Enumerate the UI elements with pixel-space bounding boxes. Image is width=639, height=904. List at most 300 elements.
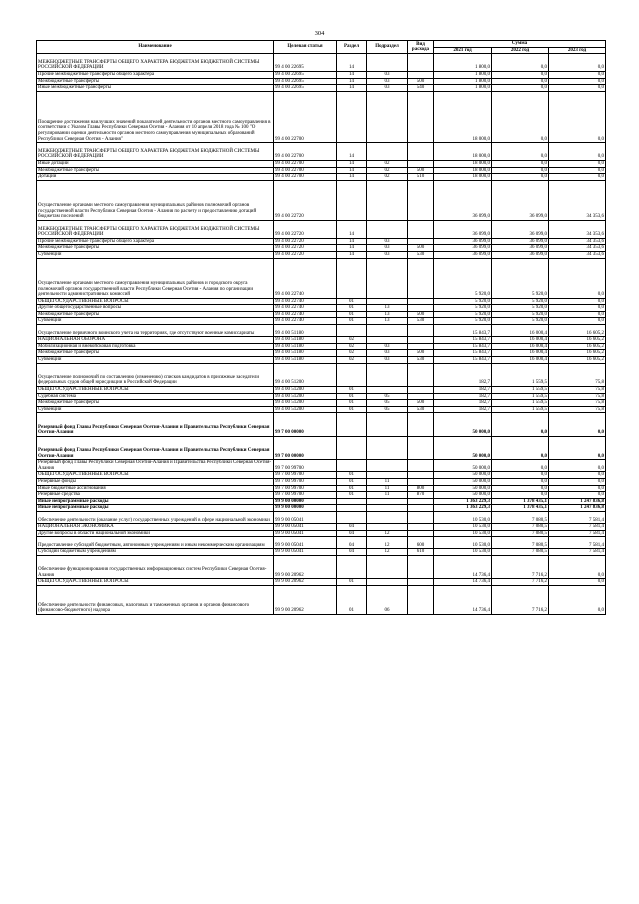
row-expense-type: 500 (408, 167, 434, 174)
header-section: Раздел (337, 41, 367, 54)
row-expense-type: 500 (408, 400, 434, 407)
row-name: Поощрение достижения наилучших значений показателей деятельности органов местного самоуправления в соответствии с Указом Главы Республики Северная Осетия - Алания от 10 апреля 2018 года № 100 "О регулировании оценки деятельности органов местного самоуправления муниципальных образований Республики Северная Осетия - Алания" (37, 91, 274, 142)
row-sum-2022: 5 920,0 (492, 305, 549, 312)
row-sum-2021: 50 000,0 (434, 436, 492, 459)
row-target-code: 99 4 00 22695 (274, 54, 337, 72)
table-row (37, 325, 606, 337)
row-subsection (367, 387, 408, 394)
row-target-code: 99 7 00 99700 (274, 460, 337, 472)
row-sum-2021: 18 000,0 (434, 160, 492, 167)
row-expense-type (408, 143, 434, 161)
row-subsection (367, 498, 408, 505)
row-sum-2022: 0,0 (492, 174, 549, 181)
row-sum-2022: 0,0 (492, 167, 549, 174)
row-sum-2021: 36 099,0 (434, 251, 492, 258)
row-expense-type: 500 (408, 78, 434, 85)
row-sum-2021: 182,7 (434, 387, 492, 394)
row-name: ОБЩЕГОСУДАРСТВЕННЫЕ ВОПРОСЫ (37, 298, 274, 305)
row-expense-type: 610 (408, 549, 434, 556)
table-row (37, 71, 606, 78)
row-target-code: 99 9 00 05041 (274, 537, 337, 549)
row-sum-2023: 34 353,6 (549, 220, 606, 238)
header-sum: Сумма (434, 41, 606, 48)
row-expense-type (408, 337, 434, 344)
row-sum-2022: 0,0 (492, 492, 549, 499)
row-section (337, 413, 367, 436)
row-sum-2022: 7 080,5 (492, 530, 549, 537)
row-expense-type: 600 (408, 537, 434, 549)
row-sum-2023: 75,8 (549, 363, 606, 386)
row-subsection (367, 413, 408, 436)
row-target-code: 99 4 00 22740 (274, 298, 337, 305)
row-section: 14 (337, 245, 367, 252)
row-sum-2021: 182,7 (434, 400, 492, 407)
table-row (37, 579, 606, 586)
table-row (37, 258, 606, 298)
row-sum-2023: 16 605,2 (549, 357, 606, 364)
row-target-code: 99 9 00 20962 (274, 579, 337, 586)
row-target-code: 99 7 00 00000 (274, 436, 337, 459)
row-section: 14 (337, 167, 367, 174)
row-target-code: 99 4 00 22700 (274, 143, 337, 161)
row-name: ОБЩЕГОСУДАРСТВЕННЫЕ ВОПРОСЫ (37, 472, 274, 479)
row-subsection (367, 579, 408, 586)
row-section (337, 511, 367, 523)
row-subsection (367, 325, 408, 337)
row-target-code: 99 4 00 51200 (274, 406, 337, 413)
row-expense-type: 500 (408, 245, 434, 252)
row-target-code: 99 4 00 22740 (274, 311, 337, 318)
row-subsection: 12 (367, 537, 408, 549)
row-section (337, 556, 367, 579)
row-sum-2023: 0,0 (549, 54, 606, 72)
row-section: 04 (337, 524, 367, 531)
table-row (37, 343, 606, 350)
row-sum-2021: 36 099,0 (434, 245, 492, 252)
row-target-code: 99 4 00 51180 (274, 337, 337, 344)
row-sum-2023: 0,0 (549, 556, 606, 579)
row-expense-type (408, 579, 434, 586)
table-row (37, 318, 606, 325)
table-row (37, 180, 606, 220)
row-sum-2023: 34 353,6 (549, 180, 606, 220)
row-name: ОБЩЕГОСУДАРСТВЕННЫЕ ВОПРОСЫ (37, 387, 274, 394)
row-section: 04 (337, 530, 367, 537)
row-section (337, 258, 367, 298)
row-sum-2022: 0,0 (492, 460, 549, 472)
row-name: Другие вопросы в области национальной экономики (37, 530, 274, 537)
row-target-code: 99 4 00 22700 (274, 160, 337, 167)
row-sum-2021: 5 920,0 (434, 305, 492, 312)
row-sum-2021: 10 530,0 (434, 530, 492, 537)
row-subsection (367, 363, 408, 386)
row-sum-2021: 50 000,0 (434, 478, 492, 485)
row-subsection: 13 (367, 305, 408, 312)
table-row (37, 505, 606, 512)
row-expense-type: 530 (408, 357, 434, 364)
table-row (37, 78, 606, 85)
row-section (337, 180, 367, 220)
table-row (37, 406, 606, 413)
row-name: Предоставление субсидий бюджетным, автономным учреждениям и иным некоммерческим организациям (37, 537, 274, 549)
row-sum-2023: 7 581,4 (549, 530, 606, 537)
row-sum-2021: 50 000,0 (434, 485, 492, 492)
row-sum-2021: 182,7 (434, 406, 492, 413)
row-sum-2021: 10 530,0 (434, 524, 492, 531)
row-section: 01 (337, 406, 367, 413)
row-subsection: 03 (367, 71, 408, 78)
row-expense-type (408, 343, 434, 350)
row-name: МЕЖБЮДЖЕТНЫЕ ТРАНСФЕРТЫ ОБЩЕГО ХАРАКТЕРА БЮДЖЕТАМ БЮДЖЕТНОЙ СИСТЕМЫ РОССИЙСКОЙ ФЕДЕРАЦИИ (37, 143, 274, 161)
row-target-code: 99 9 00 00000 (274, 498, 337, 505)
row-expense-type: 510 (408, 174, 434, 181)
row-subsection (367, 180, 408, 220)
row-subsection: 03 (367, 78, 408, 85)
row-subsection: 02 (367, 174, 408, 181)
table-row (37, 472, 606, 479)
row-sum-2021: 1 800,0 (434, 54, 492, 72)
table-row (37, 305, 606, 312)
row-subsection: 03 (367, 343, 408, 350)
row-sum-2022: 5 920,0 (492, 311, 549, 318)
row-expense-type (408, 511, 434, 523)
row-expense-type (408, 54, 434, 72)
row-sum-2021: 10 530,0 (434, 511, 492, 523)
row-target-code: 99 4 00 22720 (274, 251, 337, 258)
row-subsection (367, 143, 408, 161)
row-sum-2023: 0,0 (549, 311, 606, 318)
row-target-code: 99 9 00 20962 (274, 586, 337, 615)
row-section: 01 (337, 579, 367, 586)
row-target-code: 99 4 00 51200 (274, 387, 337, 394)
row-target-code: 99 4 00 51200 (274, 393, 337, 400)
row-name: Резервные фонды (37, 478, 274, 485)
row-sum-2022: 7 080,5 (492, 524, 549, 531)
row-subsection: 03 (367, 357, 408, 364)
row-subsection (367, 220, 408, 238)
row-name: Межбюджетные трансферты (37, 78, 274, 85)
row-sum-2023: 7 581,4 (549, 549, 606, 556)
row-sum-2023: 0,0 (549, 78, 606, 85)
row-sum-2022: 7 080,5 (492, 537, 549, 549)
row-section: 01 (337, 305, 367, 312)
row-sum-2023: 34 353,6 (549, 251, 606, 258)
row-expense-type (408, 387, 434, 394)
row-sum-2021: 10 530,0 (434, 549, 492, 556)
row-name: Прочие межбюджетные трансферты общего характера (37, 71, 274, 78)
row-section (337, 460, 367, 472)
row-subsection (367, 258, 408, 298)
row-section: 01 (337, 492, 367, 499)
row-subsection: 13 (367, 311, 408, 318)
row-name: Субвенции (37, 318, 274, 325)
row-sum-2023: 0,0 (549, 436, 606, 459)
row-sum-2021: 50 000,0 (434, 460, 492, 472)
row-sum-2021: 50 000,0 (434, 413, 492, 436)
row-sum-2021: 18 000,0 (434, 91, 492, 142)
row-section: 14 (337, 143, 367, 161)
header-target: Целевая статья (274, 41, 337, 54)
row-subsection (367, 505, 408, 512)
row-target-code: 99 4 00 51180 (274, 343, 337, 350)
table-row (37, 220, 606, 238)
row-section: 01 (337, 485, 367, 492)
row-sum-2021: 50 000,0 (434, 472, 492, 479)
row-target-code: 99 9 00 05041 (274, 511, 337, 523)
row-expense-type: 540 (408, 85, 434, 92)
row-expense-type (408, 436, 434, 459)
row-sum-2022: 0,0 (492, 436, 549, 459)
row-sum-2023: 7 581,4 (549, 524, 606, 531)
row-sum-2022: 1 559,5 (492, 406, 549, 413)
row-sum-2022: 0,0 (492, 472, 549, 479)
row-sum-2023: 0,0 (549, 167, 606, 174)
row-sum-2023: 0,0 (549, 460, 606, 472)
row-expense-type (408, 556, 434, 579)
row-subsection (367, 460, 408, 472)
row-target-code: 99 4 00 22740 (274, 305, 337, 312)
row-section: 01 (337, 586, 367, 615)
row-subsection: 13 (367, 318, 408, 325)
row-expense-type (408, 305, 434, 312)
row-expense-type (408, 160, 434, 167)
table-row (37, 85, 606, 92)
row-section: 02 (337, 337, 367, 344)
row-sum-2021: 50 000,0 (434, 492, 492, 499)
row-sum-2023: 75,8 (549, 393, 606, 400)
row-expense-type (408, 363, 434, 386)
row-target-code: 99 4 00 22720 (274, 238, 337, 245)
row-sum-2022: 0,0 (492, 91, 549, 142)
row-name: Обеспечение функционирования государственных информационных систем Республики Северная Осетия-Алания (37, 556, 274, 579)
row-sum-2021: 5 920,0 (434, 318, 492, 325)
row-sum-2022: 0,0 (492, 54, 549, 72)
header-year-2021: 2021 год (434, 47, 492, 54)
row-sum-2022: 0,0 (492, 478, 549, 485)
row-name: Осуществление полномочий по составлению (изменению) списков кандидатов в присяжные заседатели федеральных судов общей юрисдикции в Российской Федерации (37, 363, 274, 386)
table-row (37, 460, 606, 472)
row-sum-2022: 16 000,4 (492, 337, 549, 344)
row-sum-2023: 0,0 (549, 413, 606, 436)
row-target-code: 99 4 00 51180 (274, 357, 337, 364)
row-name: Межбюджетные трансферты (37, 350, 274, 357)
row-name: Иные межбюджетные трансферты (37, 85, 274, 92)
row-section (337, 498, 367, 505)
row-expense-type (408, 586, 434, 615)
row-sum-2022: 0,0 (492, 413, 549, 436)
row-sum-2021: 14 736,4 (434, 586, 492, 615)
row-target-code: 99 4 00 22695 (274, 85, 337, 92)
row-expense-type: 800 (408, 485, 434, 492)
table-row (37, 91, 606, 142)
row-target-code: 99 4 00 51200 (274, 400, 337, 407)
row-subsection (367, 298, 408, 305)
row-section: 14 (337, 54, 367, 72)
row-expense-type: 500 (408, 350, 434, 357)
row-target-code: 99 9 00 05041 (274, 549, 337, 556)
row-name: Иные бюджетные ассигнования (37, 485, 274, 492)
row-sum-2022: 0,0 (492, 143, 549, 161)
row-section: 01 (337, 478, 367, 485)
row-target-code: 99 9 00 05041 (274, 524, 337, 531)
row-sum-2021: 182,7 (434, 363, 492, 386)
row-sum-2022: 1 559,5 (492, 393, 549, 400)
row-sum-2021: 5 920,0 (434, 298, 492, 305)
table-row (37, 524, 606, 531)
row-sum-2022: 36 099,0 (492, 251, 549, 258)
row-sum-2021: 10 530,0 (434, 537, 492, 549)
row-name: Прочие межбюджетные трансферты общего характера (37, 238, 274, 245)
row-sum-2023: 0,0 (549, 71, 606, 78)
row-section: 14 (337, 174, 367, 181)
row-sum-2021: 1 800,0 (434, 85, 492, 92)
row-expense-type (408, 325, 434, 337)
row-name: Субвенции (37, 357, 274, 364)
row-sum-2023: 75,8 (549, 387, 606, 394)
row-section (337, 505, 367, 512)
row-subsection (367, 337, 408, 344)
row-sum-2023: 34 353,6 (549, 238, 606, 245)
row-sum-2023: 16 605,2 (549, 350, 606, 357)
row-subsection: 05 (367, 400, 408, 407)
row-name: Межбюджетные трансферты (37, 400, 274, 407)
header-expense-type: Вид расхода (408, 41, 434, 54)
row-name: Резервный фонд Главы Республики Северная Осетия-Алания и Правительства Республики Северная Осетия-Алания (37, 436, 274, 459)
table-row (37, 549, 606, 556)
row-expense-type (408, 258, 434, 298)
row-subsection: 12 (367, 549, 408, 556)
row-name: Субвенции (37, 251, 274, 258)
page-number: 304 (314, 30, 325, 37)
table-row (37, 511, 606, 523)
row-name: НАЦИОНАЛЬНАЯ ОБОРОНА (37, 337, 274, 344)
row-name: Обеспечение деятельности финансовых, налоговых и таможенных органов и органов финансового (финансово-бюджетного) надзора (37, 586, 274, 615)
row-sum-2023: 75,8 (549, 400, 606, 407)
row-subsection (367, 556, 408, 579)
table-row (37, 413, 606, 436)
row-target-code: 99 4 00 22740 (274, 318, 337, 325)
row-sum-2022: 7 080,5 (492, 549, 549, 556)
row-sum-2023: 16 605,2 (549, 337, 606, 344)
row-sum-2022: 16 000,4 (492, 357, 549, 364)
row-sum-2022: 1 559,5 (492, 387, 549, 394)
row-name: Межбюджетные трансферты (37, 245, 274, 252)
row-subsection: 03 (367, 350, 408, 357)
row-expense-type (408, 460, 434, 472)
row-sum-2023: 7 581,4 (549, 537, 606, 549)
row-name: Осуществление органами местного самоуправления муниципальных районов полномочий органов государственной власти Республики Северная Осетия - Алания по расчету и предоставлению дотаций бюджетам поселений (37, 180, 274, 220)
row-subsection: 03 (367, 85, 408, 92)
row-expense-type (408, 298, 434, 305)
row-sum-2022: 16 000,4 (492, 343, 549, 350)
row-section: 01 (337, 298, 367, 305)
row-expense-type (408, 505, 434, 512)
row-section (337, 436, 367, 459)
table-row (37, 393, 606, 400)
table-row (37, 537, 606, 549)
header-subsection: Подраздел (367, 41, 408, 54)
row-expense-type (408, 524, 434, 531)
row-section (337, 363, 367, 386)
row-target-code: 99 4 00 22695 (274, 78, 337, 85)
row-sum-2022: 0,0 (492, 485, 549, 492)
row-expense-type: 530 (408, 318, 434, 325)
row-subsection: 12 (367, 530, 408, 537)
row-sum-2021: 15 843,7 (434, 337, 492, 344)
row-section: 04 (337, 537, 367, 549)
row-sum-2023: 1 247 836,8 (549, 498, 606, 505)
row-subsection (367, 524, 408, 531)
row-name: Резервный фонд Главы Республики Северная Осетия-Алания и Правительства Республики Северная Осетия-Алания (37, 460, 274, 472)
row-subsection: 05 (367, 393, 408, 400)
row-target-code: 99 7 00 99700 (274, 478, 337, 485)
table-row (37, 337, 606, 344)
row-expense-type: 530 (408, 251, 434, 258)
row-sum-2022: 0,0 (492, 160, 549, 167)
row-section: 01 (337, 318, 367, 325)
table-row (37, 357, 606, 364)
row-sum-2021: 36 099,0 (434, 180, 492, 220)
row-sum-2021: 15 843,7 (434, 350, 492, 357)
row-sum-2023: 0,0 (549, 298, 606, 305)
row-target-code: 99 9 00 20962 (274, 556, 337, 579)
row-sum-2023: 0,0 (549, 143, 606, 161)
row-sum-2022: 36 099,0 (492, 238, 549, 245)
row-sum-2022: 36 099,0 (492, 220, 549, 238)
row-sum-2021: 5 920,0 (434, 258, 492, 298)
table-row (37, 167, 606, 174)
row-section: 02 (337, 350, 367, 357)
row-sum-2021: 18 000,0 (434, 167, 492, 174)
row-sum-2021: 182,7 (434, 393, 492, 400)
row-target-code: 99 4 00 22700 (274, 91, 337, 142)
row-sum-2021: 15 843,7 (434, 343, 492, 350)
budget-table (36, 40, 606, 615)
row-subsection: 05 (367, 406, 408, 413)
row-target-code: 99 7 00 99700 (274, 492, 337, 499)
row-section: 01 (337, 393, 367, 400)
row-section (337, 325, 367, 337)
row-name: МЕЖБЮДЖЕТНЫЕ ТРАНСФЕРТЫ ОБЩЕГО ХАРАКТЕРА БЮДЖЕТАМ БЮДЖЕТНОЙ СИСТЕМЫ РОССИЙСКОЙ ФЕДЕРАЦИИ (37, 54, 274, 72)
row-expense-type: 530 (408, 406, 434, 413)
row-sum-2023: 0,0 (549, 472, 606, 479)
row-sum-2021: 1 363 229,3 (434, 505, 492, 512)
row-section: 02 (337, 357, 367, 364)
row-sum-2022: 0,0 (492, 71, 549, 78)
row-sum-2023: 16 605,2 (549, 325, 606, 337)
table-row (37, 492, 606, 499)
row-expense-type (408, 530, 434, 537)
row-sum-2022: 7 080,5 (492, 511, 549, 523)
row-name: Межбюджетные трансферты (37, 311, 274, 318)
row-name: Судебная система (37, 393, 274, 400)
row-section: 14 (337, 251, 367, 258)
table-row (37, 485, 606, 492)
row-sum-2022: 5 920,0 (492, 258, 549, 298)
row-sum-2021: 36 099,0 (434, 220, 492, 238)
row-target-code: 99 7 00 00000 (274, 413, 337, 436)
row-sum-2023: 0,0 (549, 492, 606, 499)
row-sum-2023: 0,0 (549, 579, 606, 586)
row-sum-2022: 1 378 435,1 (492, 505, 549, 512)
row-sum-2022: 36 099,0 (492, 180, 549, 220)
row-subsection: 03 (367, 245, 408, 252)
row-subsection: 03 (367, 238, 408, 245)
row-target-code: 99 4 00 22700 (274, 174, 337, 181)
row-subsection: 11 (367, 478, 408, 485)
row-sum-2022: 1 559,5 (492, 400, 549, 407)
row-target-code: 99 4 00 22720 (274, 220, 337, 238)
